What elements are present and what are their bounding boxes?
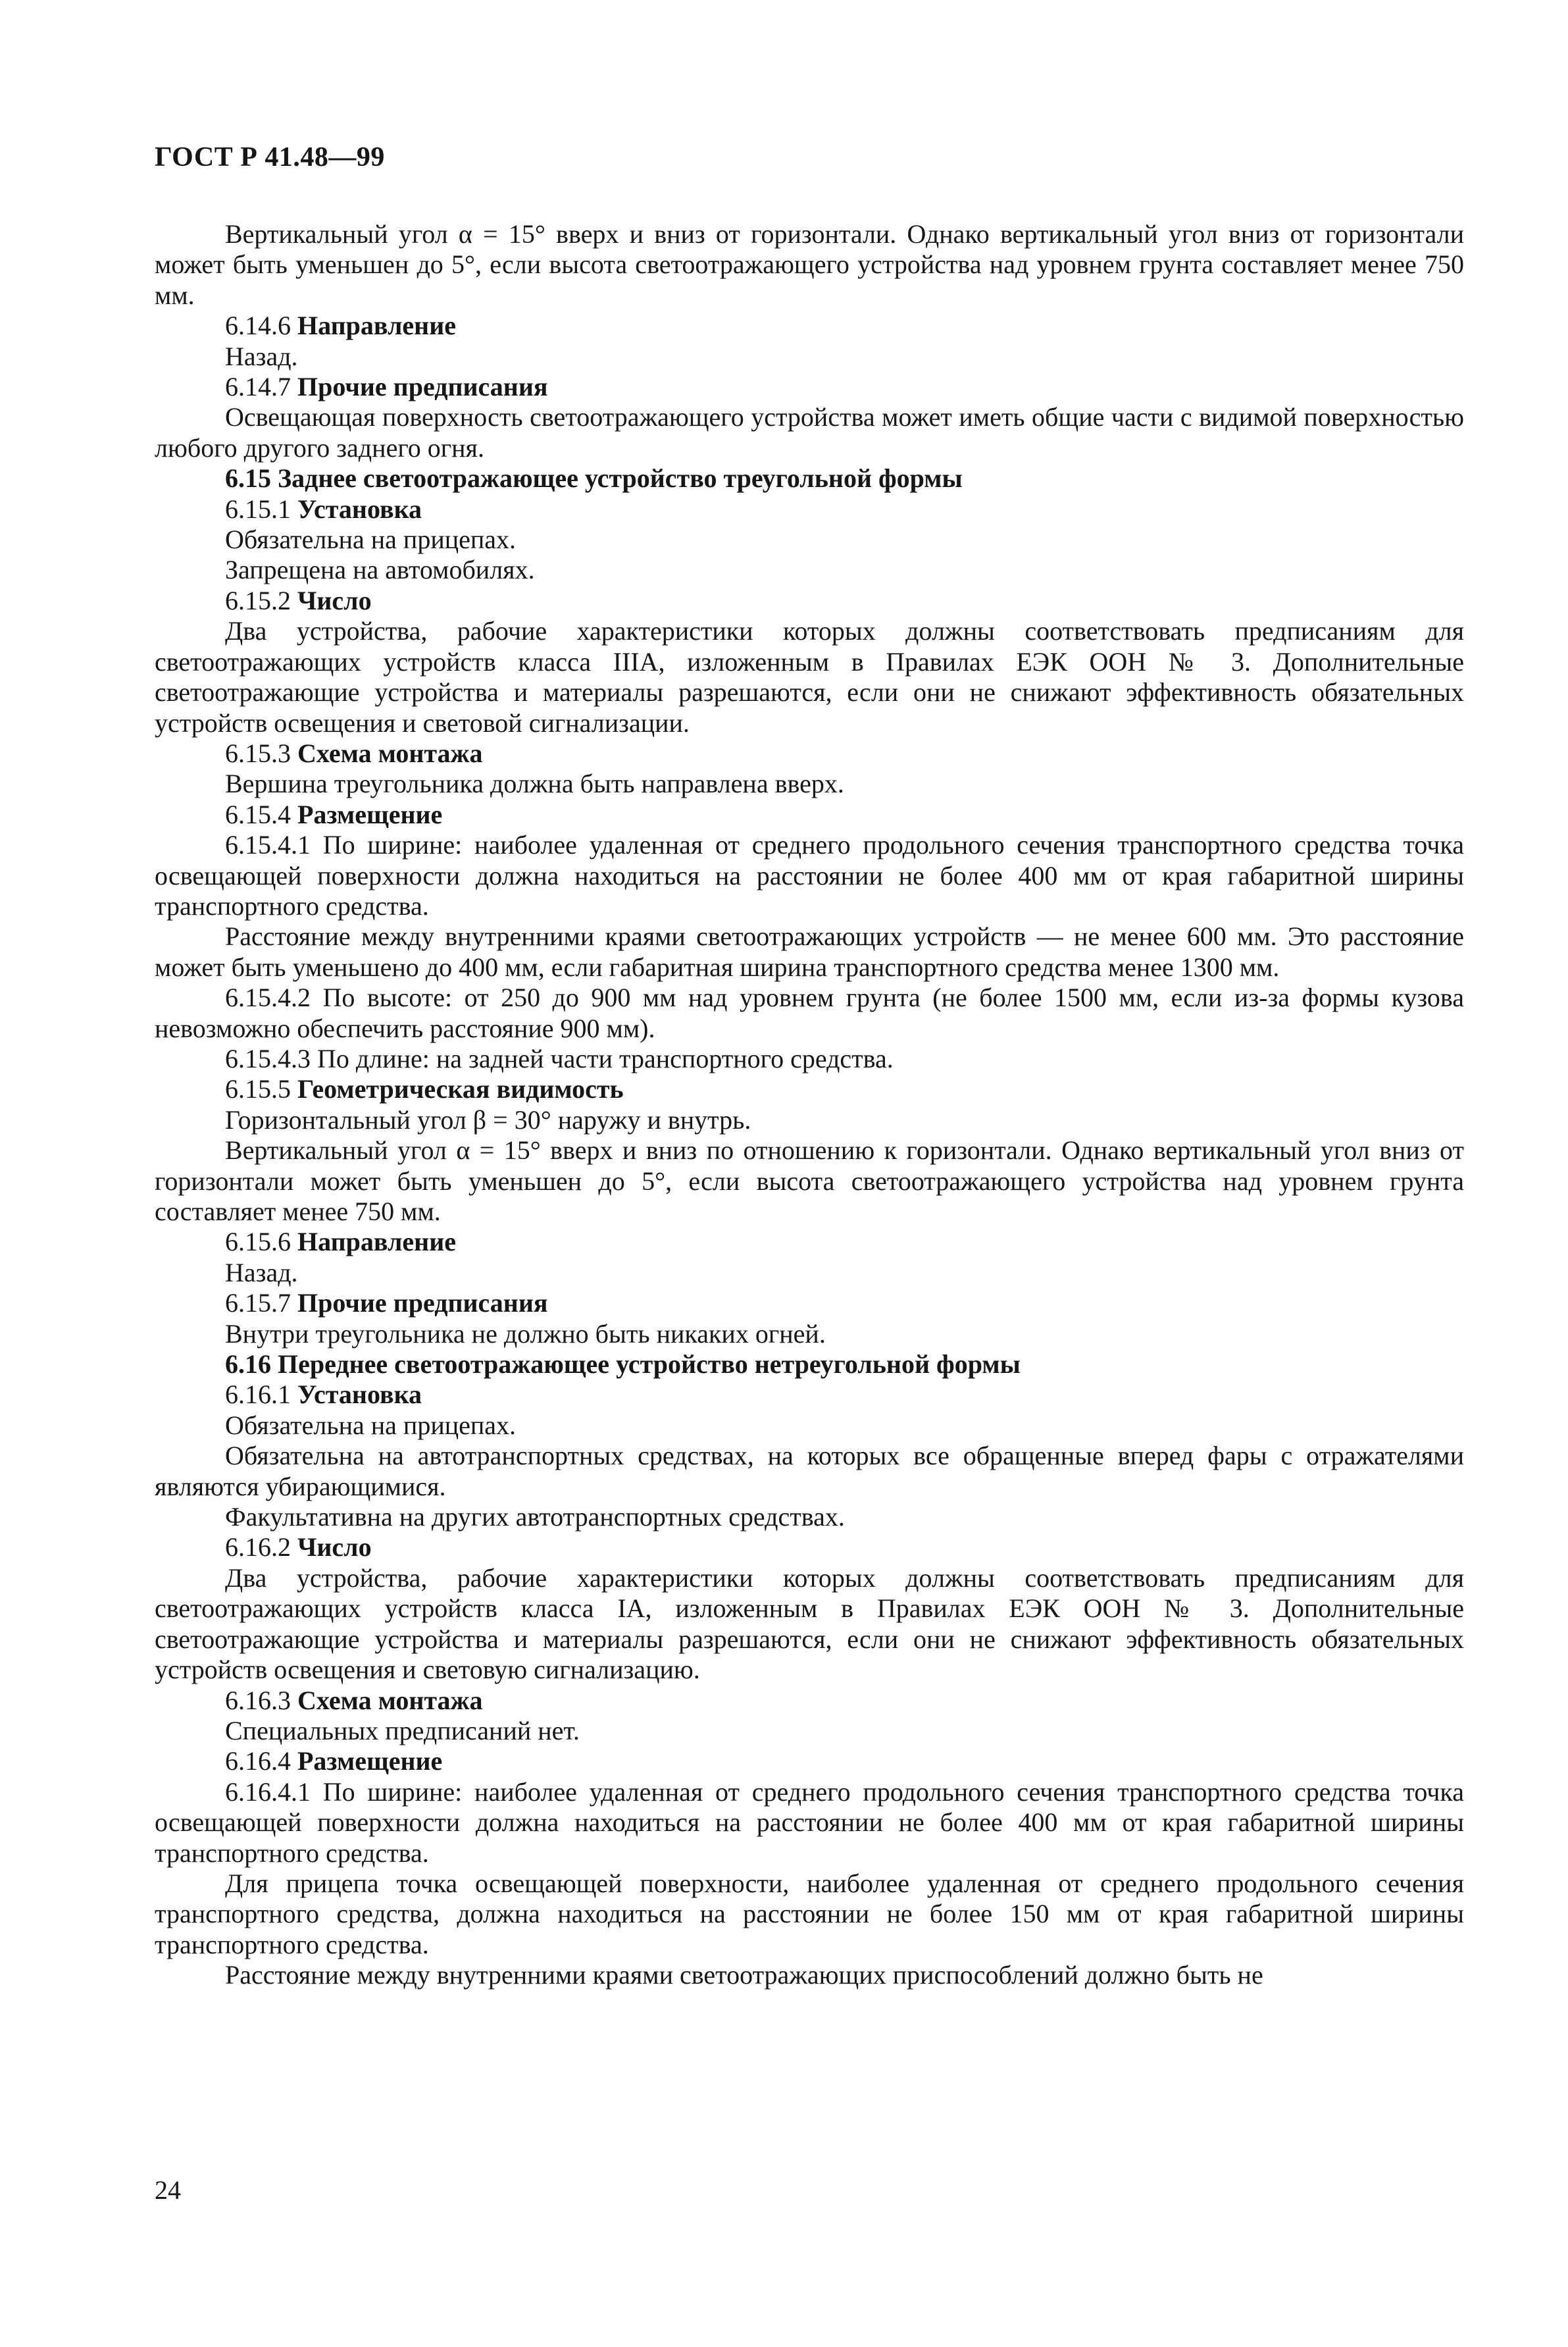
- paragraph: Расстояние между внутренними краями светоотражающих устройств — не менее 600 мм. Это расстояние может быть уменьшено до 400 мм, если габаритная ширина транспортного средства менее 1300 мм.: [155, 921, 1464, 982]
- subsection-heading: [155, 1532, 1464, 1562]
- subsection-number: 6.15.3: [225, 738, 291, 768]
- subsection-title: Размещение: [297, 799, 443, 829]
- paragraph: Освещающая поверхность светоотражающего устройства может иметь общие части с видимой поверхностью любого другого заднего огня.: [155, 402, 1464, 463]
- subsection-heading: [155, 800, 1464, 830]
- subsection-heading: [155, 311, 1464, 341]
- subsection-title: Направление: [297, 311, 456, 341]
- subsection-number: 6.15.2: [225, 585, 291, 615]
- subsection-title: Число: [297, 585, 372, 615]
- paragraph: Обязательна на прицепах.: [225, 525, 517, 555]
- paragraph: Два устройства, рабочие характеристики которых должны соответствовать предписаниям для светоотражающих устройств класса IIIA, изложенным в Правилах ЕЭК ООН № 3. Дополнительные светоотражающие устройства и материалы разрешаются, если они не снижают эффективность обязательных устройств освещения и световой сигнализации.: [155, 616, 1464, 738]
- subsection-title: Схема монтажа: [297, 738, 483, 768]
- paragraph: Специальных предписаний нет.: [225, 1715, 580, 1745]
- subsection-title: Геометрическая видимость: [297, 1074, 624, 1104]
- paragraph: 6.15.4.2 По высоте: от 250 до 900 мм над уровнем грунта (не более 1500 мм, если из-за формы кузова невозможно обеспечить расстояние 900 мм).: [155, 983, 1464, 1043]
- paragraph: Обязательна на автотранспортных средствах, на которых все обращенные вперед фары с отражателями являются убирающимися.: [155, 1441, 1464, 1501]
- subsection-number: 6.14.6: [225, 311, 291, 341]
- paragraph: Горизонтальный угол β = 30° наружу и внутрь.: [225, 1104, 751, 1135]
- paragraph: 6.15.4.1 По ширине: наиболее удаленная от среднего продольного сечения транспортного средства точка освещающей поверхности должна находиться на расстоянии не более 400 мм от края габаритной ширины транспортного средства.: [155, 830, 1464, 921]
- paragraph: Для прицепа точка освещающей поверхности, наиболее удаленная от среднего продольного сечения транспортного средства, должна находиться на расстоянии не более 150 мм от края габаритной ширины транспортного средства.: [155, 1868, 1464, 1959]
- subsection-heading: [155, 372, 1464, 402]
- subsection-title: Схема монтажа: [297, 1685, 483, 1715]
- paragraph: Вертикальный угол α = 15° вверх и вниз по отношению к горизонтали. Однако вертикальный угол вниз от горизонтали может быть уменьшен до 5°, если высота светоотражающего устройства над уровнем грунта составляет менее 750 мм.: [155, 1135, 1464, 1226]
- subsection-heading: [155, 494, 1464, 525]
- subsection-heading: [155, 1074, 1464, 1104]
- subsection-heading: [155, 1746, 1464, 1776]
- subsection-heading: [155, 738, 1464, 769]
- subsection-title: Направление: [297, 1227, 456, 1257]
- subsection-number: 6.14.7: [225, 372, 291, 402]
- paragraph: Вертикальный угол α = 15° вверх и вниз от горизонтали. Однако вертикальный угол вниз от горизонтали может быть уменьшен до 5°, если высота светоотражающего устройства над уровнем грунта составляет менее 750 мм.: [155, 219, 1464, 310]
- subsection-number: 6.15.4: [225, 799, 291, 829]
- subsection-heading: [155, 586, 1464, 616]
- subsection-number: 6.16.4: [225, 1746, 291, 1776]
- paragraph: Обязательна на прицепах.: [225, 1410, 517, 1440]
- paragraph: Внутри треугольника не должно быть никаких огней.: [225, 1318, 826, 1349]
- subsection-heading: [155, 1227, 1464, 1257]
- paragraph: Два устройства, рабочие характеристики которых должны соответствовать предписаниям для светоотражающих устройств класса IA, изложенным в Правилах ЕЭК ООН № 3. Дополнительные светоотражающие устройства и материалы разрешаются, если они не снижают эффективность обязательных устройств освещения и световую сигнализацию.: [155, 1562, 1464, 1685]
- paragraph: Факультативна на других автотранспортных средствах.: [225, 1502, 845, 1532]
- subsection-title: Установка: [297, 1380, 422, 1410]
- subsection-title: Прочие предписания: [297, 1288, 548, 1318]
- subsection-title: Установка: [297, 494, 422, 524]
- page-number: 24: [155, 2175, 181, 2205]
- subsection-number: 6.15.6: [225, 1227, 291, 1257]
- standard-code-header: ГОСТ Р 41.48—99: [155, 142, 385, 172]
- subsection-number: 6.15.7: [225, 1288, 291, 1318]
- document-body: [155, 219, 1464, 1991]
- subsection-title: Число: [297, 1532, 372, 1562]
- section-heading: 6.15 Заднее светоотражающее устройство треугольной формы: [225, 463, 963, 494]
- subsection-number: 6.15.1: [225, 494, 291, 524]
- paragraph: Назад.: [225, 341, 298, 371]
- subsection-number: 6.15.5: [225, 1074, 291, 1104]
- paragraph: 6.16.4.1 По ширине: наиболее удаленная от среднего продольного сечения транспортного средства точка освещающей поверхности должна находиться на расстоянии не более 400 мм от края габаритной ширины транспортного средства.: [155, 1776, 1464, 1868]
- paragraph: Назад.: [225, 1257, 298, 1287]
- subsection-title: Прочие предписания: [297, 372, 548, 402]
- subsection-heading: [155, 1380, 1464, 1410]
- subsection-number: 6.16.1: [225, 1380, 291, 1410]
- subsection-number: 6.16.2: [225, 1532, 291, 1562]
- paragraph: 6.15.4.3 По длине: на задней части транспортного средства.: [225, 1043, 894, 1073]
- section-heading: 6.16 Переднее светоотражающее устройство нетреугольной формы: [225, 1349, 1021, 1380]
- subsection-heading: [155, 1288, 1464, 1318]
- subsection-title: Размещение: [297, 1746, 443, 1776]
- paragraph: Расстояние между внутренними краями светоотражающих приспособлений должно быть не: [225, 1960, 1263, 1990]
- paragraph: Вершина треугольника должна быть направлена вверх.: [225, 769, 844, 799]
- paragraph: Запрещена на автомобилях.: [225, 555, 535, 585]
- subsection-heading: [155, 1686, 1464, 1716]
- subsection-number: 6.16.3: [225, 1685, 291, 1715]
